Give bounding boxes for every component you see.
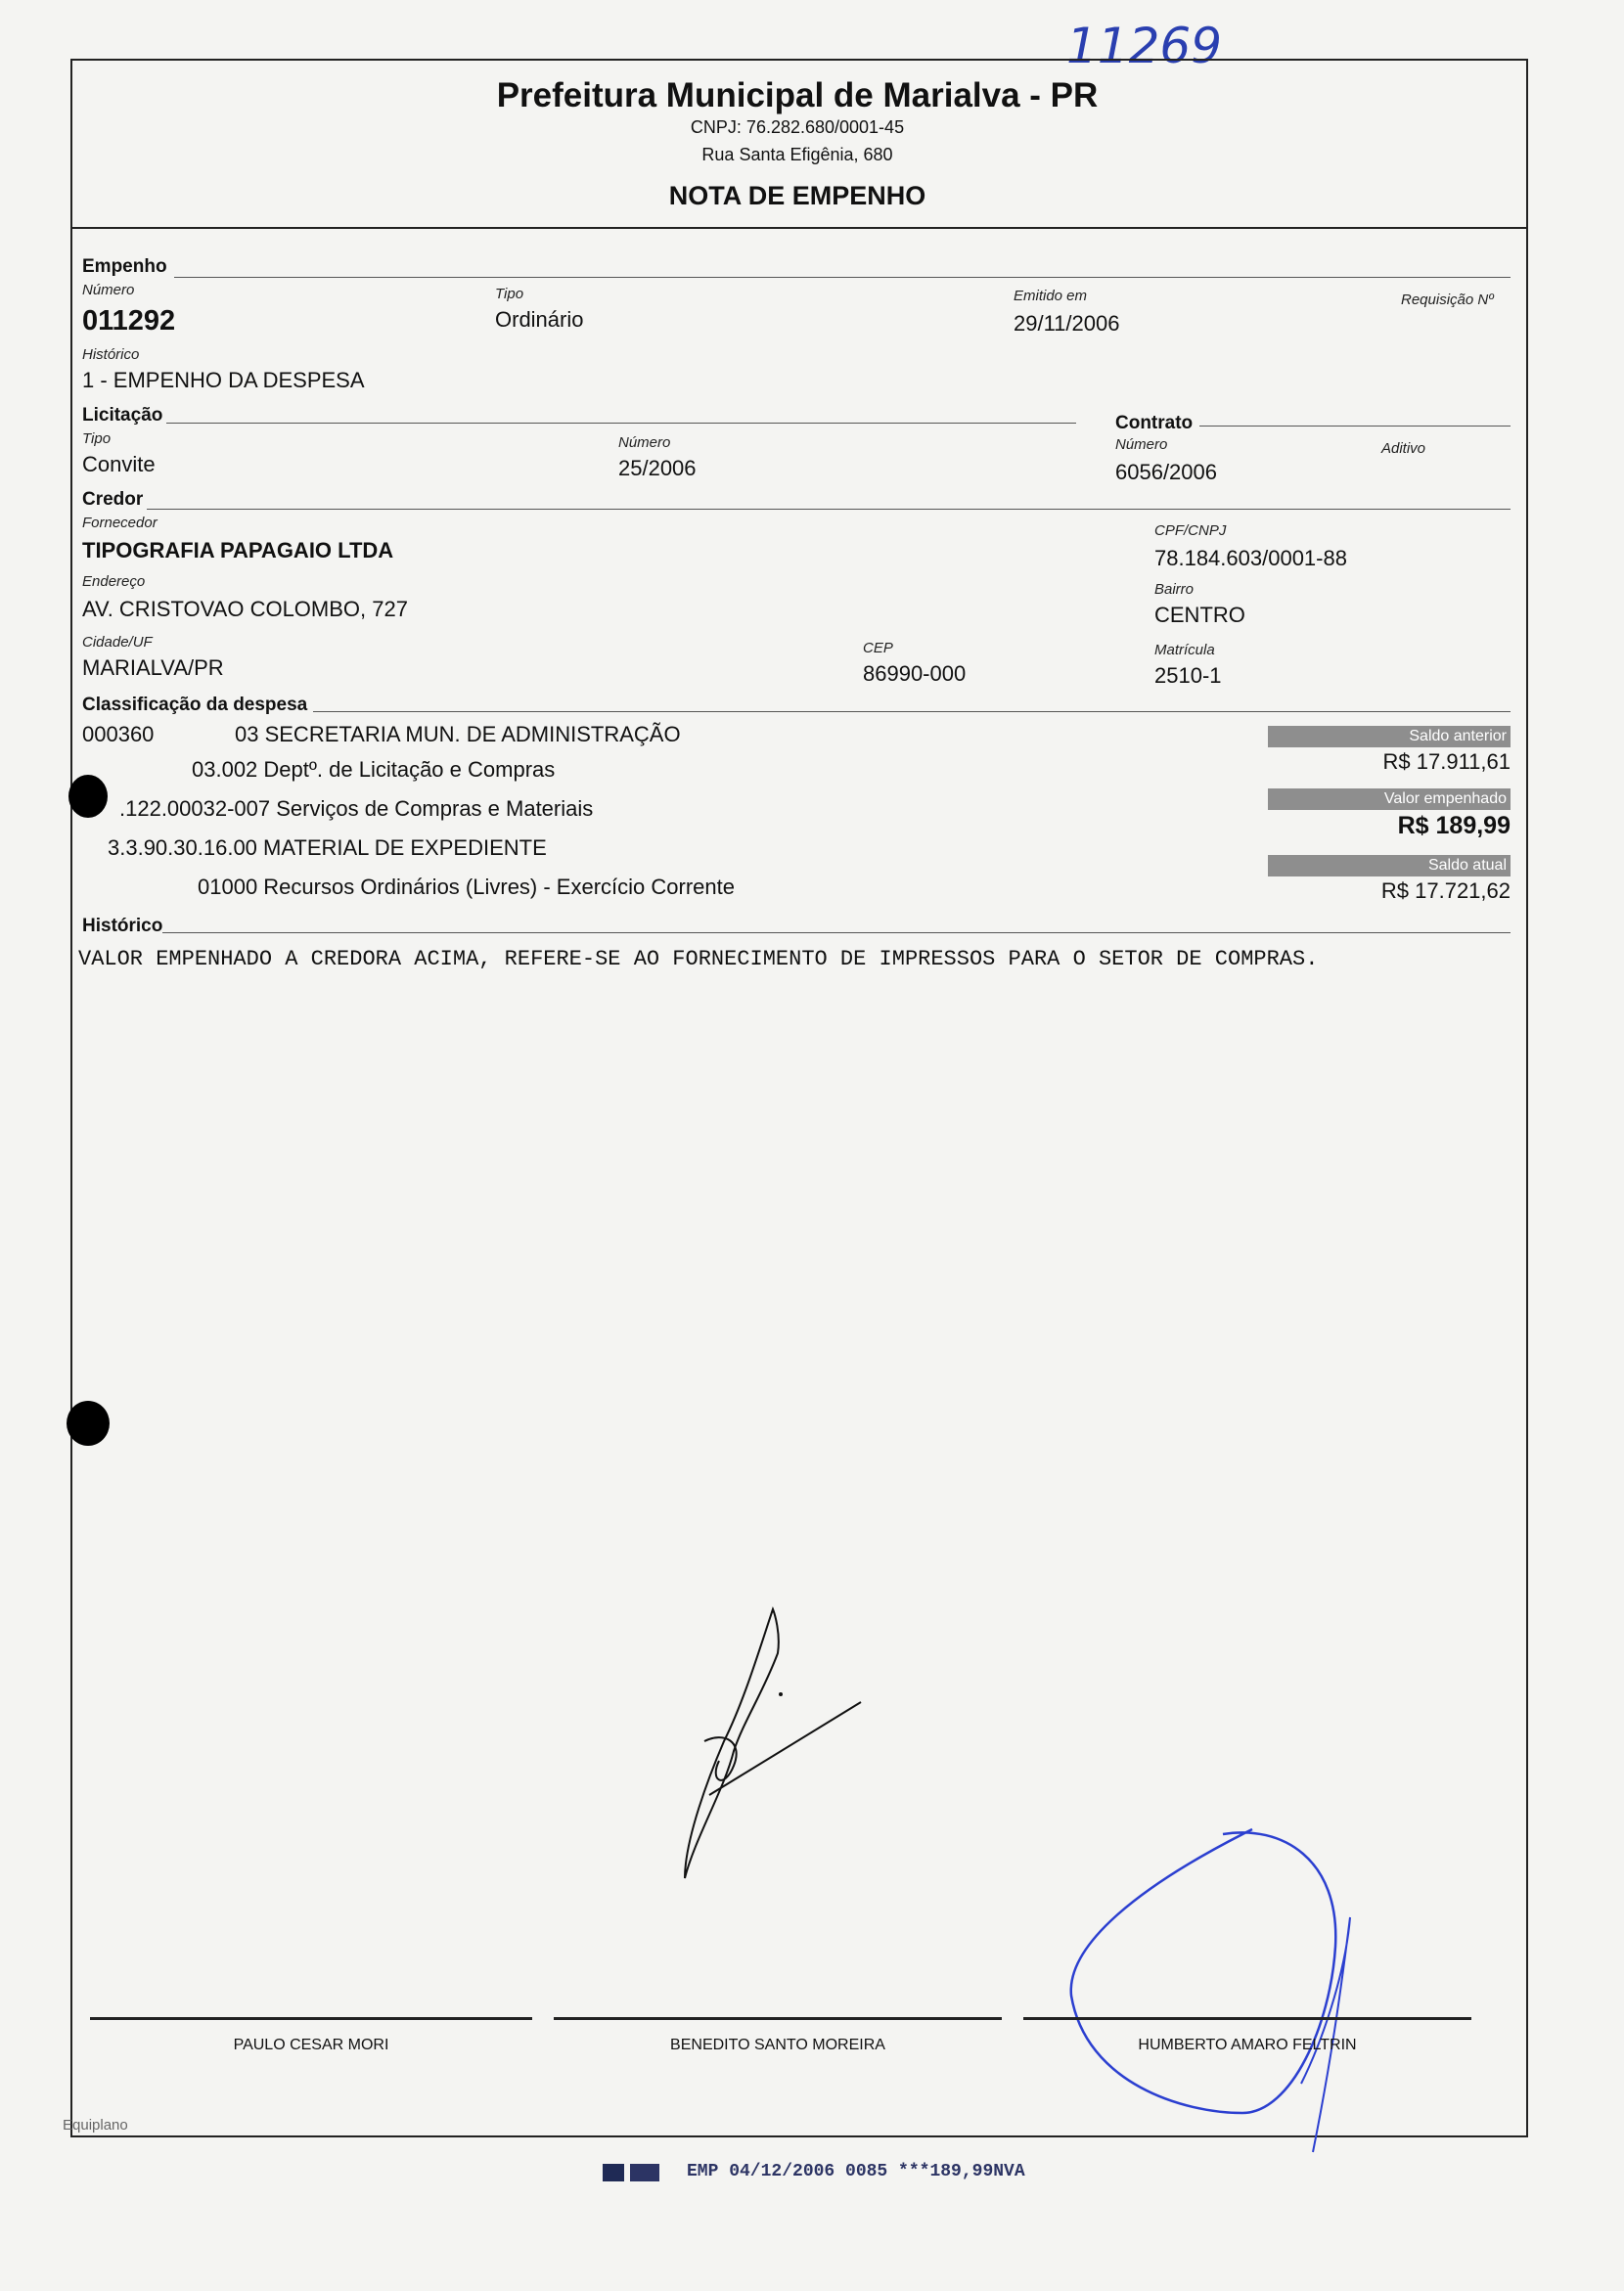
section-rule xyxy=(1199,426,1511,427)
empenho-tipo-label: Tipo xyxy=(495,286,524,302)
signatory-name: BENEDITO SANTO MOREIRA xyxy=(670,2037,885,2053)
section-contrato: Contrato xyxy=(1115,413,1194,433)
cep: 86990-000 xyxy=(863,661,967,686)
section-rule xyxy=(166,423,1076,424)
cnpj-text: CNPJ: 76.282.680/0001-45 xyxy=(690,117,905,137)
saldo-atual: R$ 17.721,62 xyxy=(1380,878,1511,903)
historico-text: VALOR EMPENHADO A CREDORA ACIMA, REFERE-SE AO FORNECIMENTO DE IMPRESSOS PARA O SETOR DE COMPRAS. xyxy=(78,947,1319,971)
section-rule xyxy=(313,711,1511,712)
contrato-numero-label: Número xyxy=(1115,436,1168,453)
classificacao-code: 000360 xyxy=(82,722,155,746)
machine-stamp: EMP 04/12/2006 0085 ***189,99NVA xyxy=(687,2162,1025,2181)
classificacao-programa: .122.00032-007 Serviços de Compras e Materiais xyxy=(119,796,594,821)
endereco-label: Endereço xyxy=(82,573,146,590)
licitacao-numero-label: Número xyxy=(618,434,671,451)
empenho-historico: 1 - EMPENHO DA DESPESA xyxy=(82,368,365,392)
matricula-label: Matrícula xyxy=(1154,642,1215,658)
classificacao-secretaria: 03 SECRETARIA MUN. DE ADMINISTRAÇÃO xyxy=(235,722,681,746)
saldo-anterior: R$ 17.911,61 xyxy=(1382,749,1511,774)
classificacao-fonte: 01000 Recursos Ordinários (Livres) - Exercício Corrente xyxy=(198,875,735,899)
empenho-tipo: Ordinário xyxy=(495,307,584,332)
cpf-cnpj-label: CPF/CNPJ xyxy=(1154,522,1227,539)
classificacao-departamento: 03.002 Deptº. de Licitação e Compras xyxy=(192,757,556,782)
page-title: Prefeitura Municipal de Marialva - PR xyxy=(496,76,1099,114)
bairro: CENTRO xyxy=(1154,603,1245,627)
valor-empenhado: R$ 189,99 xyxy=(1397,812,1511,839)
licitacao-tipo: Convite xyxy=(82,452,156,476)
section-rule xyxy=(174,277,1511,278)
section-classificacao: Classificação da despesa xyxy=(82,695,308,715)
licitacao-numero: 25/2006 xyxy=(618,456,697,480)
signature-mark xyxy=(1057,1819,1370,2162)
section-historico: Histórico xyxy=(82,916,163,936)
saldo-atual-label: Saldo atual xyxy=(1268,855,1511,876)
signatory-name: PAULO CESAR MORI xyxy=(233,2037,389,2053)
signature-line xyxy=(90,2017,532,2020)
signature-line xyxy=(554,2017,1002,2020)
cidade-label: Cidade/UF xyxy=(82,634,153,651)
bairro-label: Bairro xyxy=(1154,581,1195,598)
header-divider xyxy=(70,227,1528,229)
aditivo-label: Aditivo xyxy=(1381,440,1426,457)
section-credor: Credor xyxy=(82,489,144,510)
handwritten-number: 11269 xyxy=(1066,18,1223,74)
section-licitacao: Licitação xyxy=(82,405,163,426)
section-rule xyxy=(147,509,1511,510)
section-rule xyxy=(162,932,1511,933)
cpf-cnpj: 78.184.603/0001-88 xyxy=(1154,546,1347,570)
licitacao-tipo-label: Tipo xyxy=(82,430,112,447)
punch-hole xyxy=(68,775,108,818)
matricula: 2510-1 xyxy=(1154,663,1222,688)
stamp-logo xyxy=(630,2164,659,2181)
section-empenho: Empenho xyxy=(82,256,167,277)
signature-line xyxy=(1023,2017,1471,2020)
punch-hole xyxy=(67,1401,110,1446)
endereco: AV. CRISTOVAO COLOMBO, 727 xyxy=(82,597,408,621)
address-text: Rua Santa Efigênia, 680 xyxy=(701,145,893,164)
empenho-historico-label: Histórico xyxy=(82,346,140,363)
fornecedor-name: TIPOGRAFIA PAPAGAIO LTDA xyxy=(82,538,394,562)
stamp-logo xyxy=(603,2164,624,2181)
cep-label: CEP xyxy=(863,640,893,656)
empenho-numero: 011292 xyxy=(82,305,176,337)
cidade: MARIALVA/PR xyxy=(82,655,224,680)
signature-mark xyxy=(665,1595,900,1888)
valor-empenhado-label: Valor empenhado xyxy=(1268,788,1511,810)
document-type: NOTA DE EMPENHO xyxy=(668,181,926,210)
contrato-numero: 6056/2006 xyxy=(1115,460,1217,484)
signatory-name: HUMBERTO AMARO FELTRIN xyxy=(1138,2037,1357,2053)
fornecedor-label: Fornecedor xyxy=(82,515,158,531)
empenho-numero-label: Número xyxy=(82,282,135,298)
software-label: Equiplano xyxy=(63,2117,128,2134)
emitido-date: 29/11/2006 xyxy=(1014,311,1120,336)
emitido-label: Emitido em xyxy=(1014,288,1088,304)
requisicao-label: Requisição Nº xyxy=(1401,292,1494,308)
saldo-anterior-label: Saldo anterior xyxy=(1268,726,1511,747)
classificacao-elemento: 3.3.90.30.16.00 MATERIAL DE EXPEDIENTE xyxy=(108,835,547,860)
